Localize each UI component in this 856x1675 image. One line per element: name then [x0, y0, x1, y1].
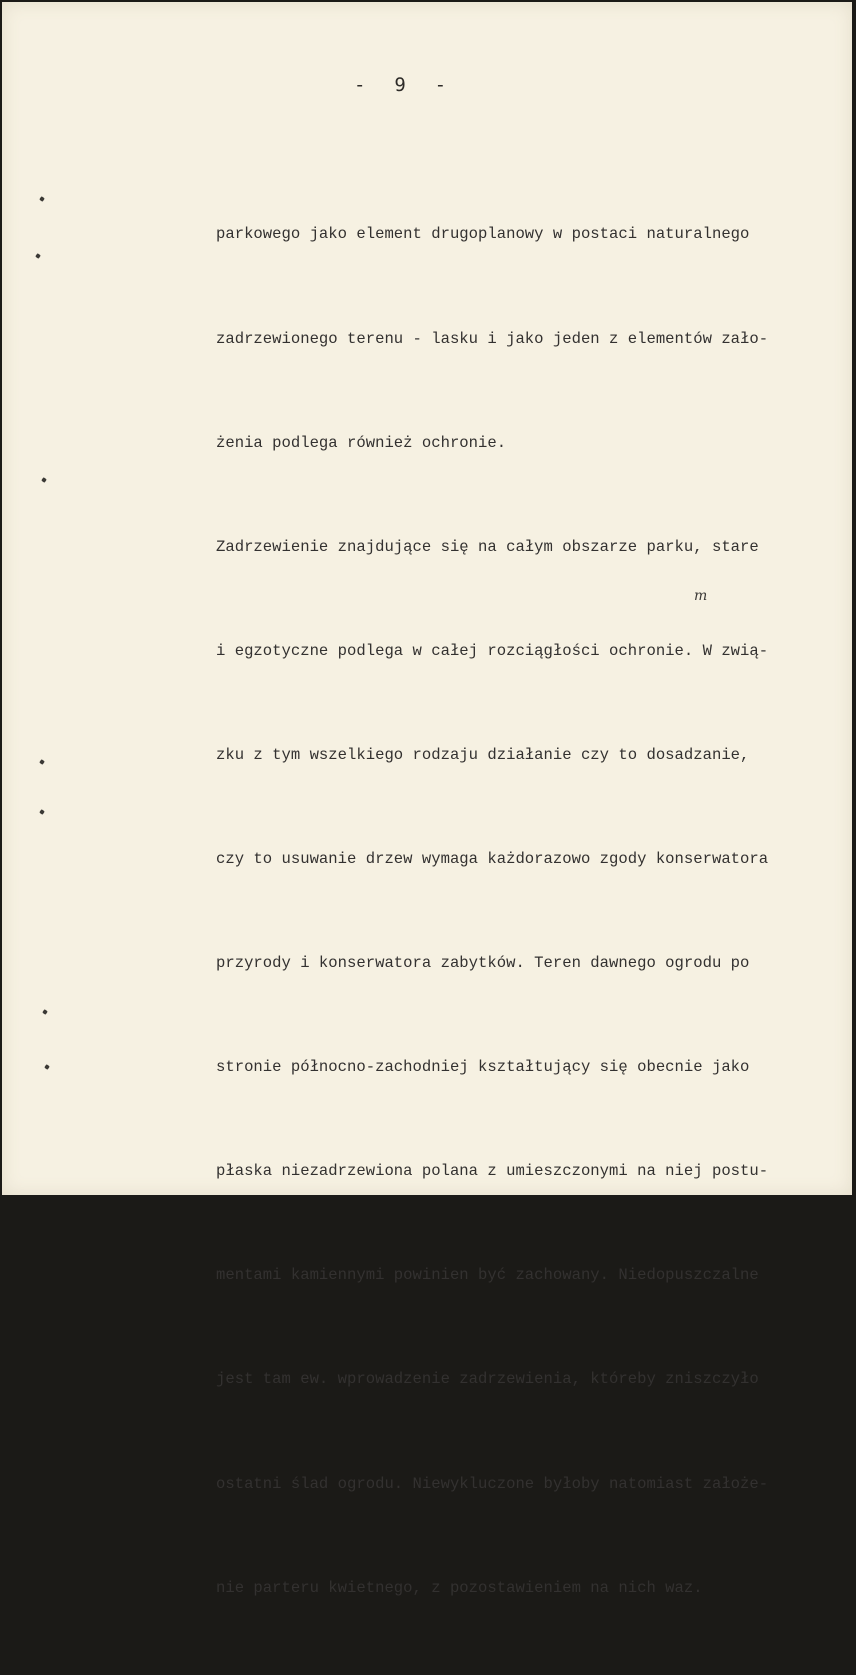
- margin-mark: [38, 195, 46, 203]
- text-line: stronie północno-zachodniej kształtujący się obecnie jako: [216, 1058, 750, 1077]
- margin-mark: [38, 808, 46, 816]
- margin-mark: [40, 476, 48, 484]
- text-line: i egzotyczne podlega w całej rozciągłości ochronie. W zwią-: [216, 641, 769, 660]
- text-line: zku z tym wszelkiego rodzaju działanie czy to dosadzanie,: [216, 745, 750, 764]
- text-line: jest tam ew. wprowadzenie zadrzewienia, któreby zniszczyło: [216, 1370, 759, 1389]
- text-line: ostatni ślad ogrodu. Niewykluczone byłoby natomiast założe-: [216, 1474, 769, 1493]
- text-line: przyrody i konserwatora zabytków. Teren dawnego ogrodu po: [216, 954, 750, 973]
- text-line: parkowego jako element drugoplanowy w postaci naturalnego: [216, 225, 750, 244]
- text-line: żenia podlega również ochronie.: [216, 433, 507, 452]
- body-text: [216, 148, 836, 1675]
- margin-mark: [43, 1063, 51, 1071]
- text-line: płaska niezadrzewiona polana z umieszczonymi na niej postu-: [216, 1162, 769, 1181]
- handwritten-correction: m: [694, 588, 708, 604]
- page-number: - 9 -: [354, 74, 449, 96]
- text-line: czy to usuwanie drzew wymaga każdorazowo zgody konserwatora: [216, 849, 769, 868]
- document-page: [2, 2, 852, 1597]
- text-line: nie parteru kwietnego, z pozostawieniem na nich waz.: [216, 1578, 703, 1597]
- text-line: zadrzewionego terenu - lasku i jako jeden z elementów zało-: [216, 329, 769, 348]
- margin-mark: [34, 252, 42, 260]
- text-line: mentami kamiennymi powinien być zachowany. Niedopuszczalne: [216, 1266, 759, 1285]
- margin-mark: [38, 758, 46, 766]
- margin-mark: [41, 1008, 49, 1016]
- text-line: Zadrzewienie znajdujące się na całym obszarze parku, stare: [216, 537, 759, 556]
